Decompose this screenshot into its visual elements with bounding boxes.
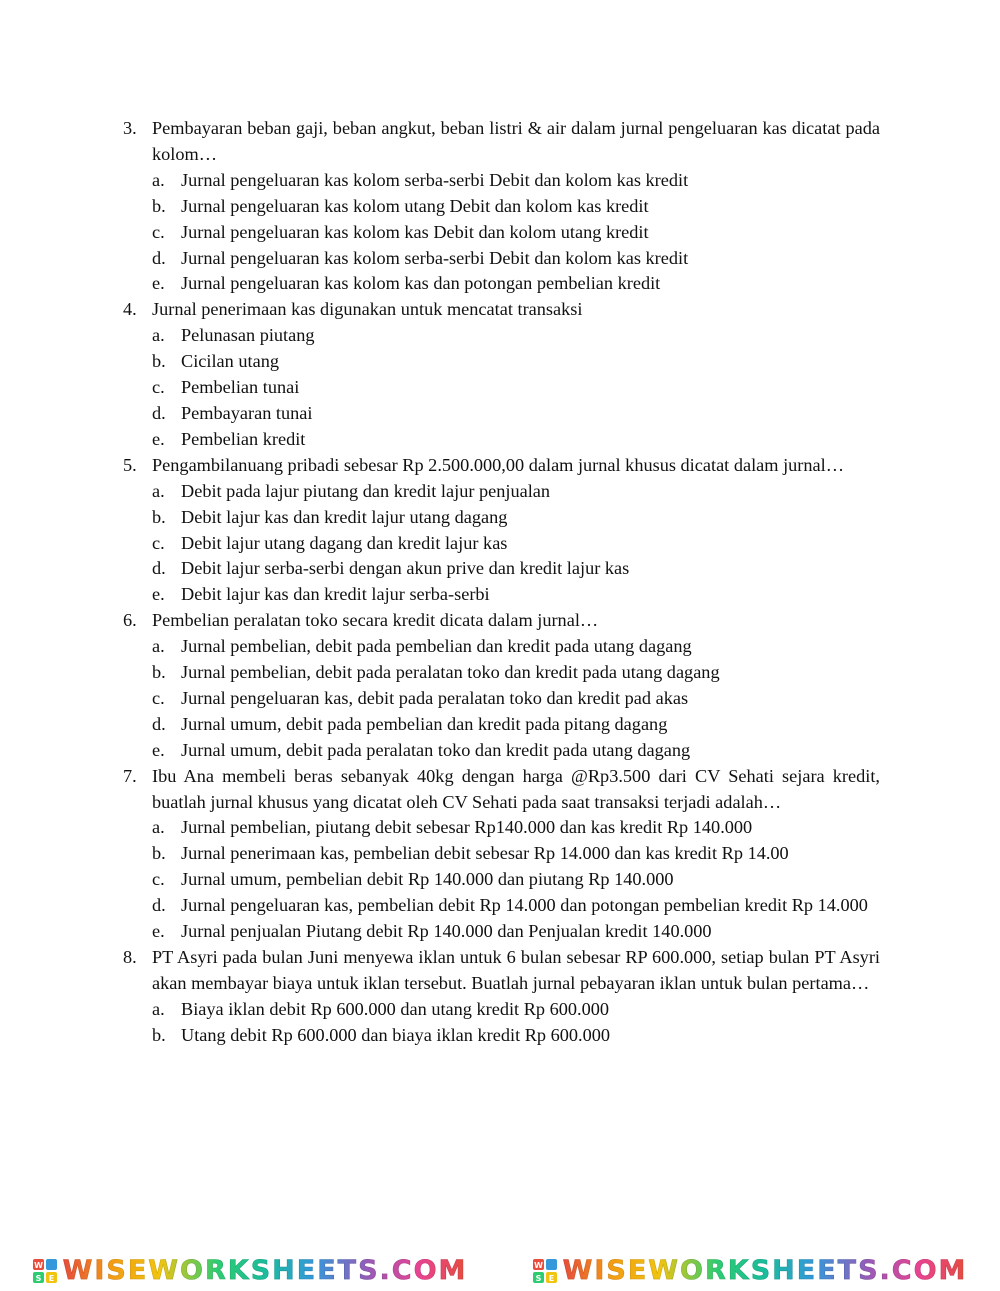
answer-option	[152, 323, 880, 349]
option-text: Jurnal penjualan Piutang debit Rp 140.000 dan Penjualan kredit 140.000	[181, 921, 712, 942]
option-list	[152, 168, 880, 298]
option-letter: e.	[152, 584, 165, 605]
option-letter: a.	[152, 169, 165, 190]
option-text: Pembayaran tunai	[181, 402, 313, 423]
question-number: 3.	[123, 118, 137, 138]
option-text: Jurnal pengeluaran kas kolom utang Debit dan kolom kas kredit	[181, 195, 649, 216]
watermark-text: WISEWORKSHEETS.COM	[562, 1255, 968, 1286]
logo-tile-2	[46, 1259, 57, 1270]
answer-option	[152, 479, 880, 505]
logo-letter-s: S	[535, 1274, 541, 1283]
option-text: Debit lajur utang dagang dan kredit lajur kas	[181, 532, 508, 553]
option-letter: a.	[152, 998, 165, 1019]
watermark-bar	[0, 1254, 1000, 1288]
option-text: Biaya iklan debit Rp 600.000 dan utang kredit Rp 600.000	[181, 998, 610, 1019]
question-item	[123, 945, 880, 1049]
answer-option	[152, 168, 880, 194]
answer-option	[152, 401, 880, 427]
answer-option	[152, 246, 880, 272]
option-list	[152, 815, 880, 945]
option-list	[152, 323, 880, 453]
answer-option	[152, 997, 880, 1023]
logo-letter-w: W	[33, 1261, 43, 1270]
option-list	[152, 997, 880, 1049]
option-letter: e.	[152, 428, 165, 449]
option-list	[152, 634, 880, 764]
option-letter: b.	[152, 843, 166, 864]
question-text: Ibu Ana membeli beras sebanyak 40kg dengan harga @Rp3.500 dari CV Sehati sejara kredit, buatlah jurnal khusus yang dicatat oleh CV Sehati pada saat transaksi terjadi adalah…	[152, 765, 880, 812]
logo-letter-e: E	[548, 1274, 554, 1283]
answer-option	[152, 841, 880, 867]
option-text: Jurnal pengeluaran kas, debit pada peralatan toko dan kredit pad akas	[181, 687, 689, 708]
option-text: Jurnal pembelian, piutang debit sebesar Rp140.000 dan kas kredit Rp 140.000	[181, 817, 753, 838]
option-letter: a.	[152, 636, 165, 657]
answer-option	[152, 582, 880, 608]
question-item	[123, 453, 880, 608]
answer-option	[152, 271, 880, 297]
question-number: 7.	[123, 765, 137, 786]
option-letter: b.	[152, 351, 166, 372]
option-text: Jurnal umum, debit pada pembelian dan kredit pada pitang dagang	[181, 713, 668, 734]
option-text: Pelunasan piutang	[181, 325, 315, 346]
question-list	[123, 116, 880, 1049]
option-letter: e.	[152, 739, 165, 760]
question-number: 8.	[123, 947, 137, 967]
question-item	[123, 116, 880, 297]
logo-tile-2	[546, 1259, 557, 1270]
option-text: Debit lajur serba-serbi dengan akun prive dan kredit lajur kas	[181, 558, 630, 579]
question-text: Pembayaran beban gaji, beban angkut, beban listri & air dalam jurnal pengeluaran kas dicatat pada kolom…	[152, 118, 880, 164]
option-text: Utang debit Rp 600.000 dan biaya iklan kredit Rp 600.000	[181, 1024, 611, 1045]
option-text: Cicilan utang	[181, 351, 279, 372]
watermark-unit	[33, 1256, 468, 1286]
option-letter: e.	[152, 273, 165, 294]
option-text: Debit lajur kas dan kredit lajur utang dagang	[181, 506, 508, 527]
option-letter: b.	[152, 506, 166, 527]
answer-option	[152, 375, 880, 401]
option-letter: a.	[152, 817, 165, 838]
option-letter: c.	[152, 221, 165, 242]
question-item	[123, 608, 880, 763]
option-text: Pembelian tunai	[181, 377, 300, 398]
question-text: Jurnal penerimaan kas digunakan untuk mencatat transaksi	[152, 299, 583, 320]
option-text: Jurnal pengeluaran kas kolom serba-serbi Debit dan kolom kas kredit	[181, 247, 689, 268]
answer-option	[152, 867, 880, 893]
answer-option	[152, 556, 880, 582]
option-text: Jurnal pembelian, debit pada peralatan toko dan kredit pada utang dagang	[181, 662, 720, 683]
option-list	[152, 479, 880, 609]
option-letter: c.	[152, 687, 165, 708]
answer-option	[152, 531, 880, 557]
option-text: Pembelian kredit	[181, 428, 306, 449]
option-letter: d.	[152, 713, 166, 734]
option-text: Debit pada lajur piutang dan kredit lajur penjualan	[181, 480, 551, 501]
option-text: Jurnal pengeluaran kas kolom serba-serbi Debit dan kolom kas kredit	[181, 169, 689, 190]
question-text: Pembelian peralatan toko secara kredit dicata dalam jurnal…	[152, 610, 599, 631]
option-text: Debit lajur kas dan kredit lajur serba-serbi	[181, 584, 490, 605]
answer-option	[152, 893, 880, 919]
answer-option	[152, 220, 880, 246]
answer-option	[152, 712, 880, 738]
watermark-unit	[533, 1256, 968, 1286]
option-text: Jurnal umum, debit pada peralatan toko dan kredit pada utang dagang	[181, 739, 691, 760]
answer-option	[152, 427, 880, 453]
option-text: Jurnal penerimaan kas, pembelian debit sebesar Rp 14.000 dan kas kredit Rp 14.00	[181, 843, 789, 864]
logo-letter-s: S	[35, 1274, 41, 1283]
answer-option	[152, 686, 880, 712]
answer-option	[152, 505, 880, 531]
option-letter: c.	[152, 532, 165, 553]
option-letter: a.	[152, 325, 165, 346]
watermark-text: WISEWORKSHEETS.COM	[62, 1255, 468, 1286]
option-letter: a.	[152, 480, 165, 501]
option-letter: b.	[152, 1024, 166, 1045]
question-text: PT Asyri pada bulan Juni menyewa iklan untuk 6 bulan sebesar RP 600.000, setiap bulan PT Asyri akan membayar biaya untuk iklan tersebut. Buatlah jurnal pebayaran iklan untuk bulan pertama…	[152, 947, 880, 993]
answer-option	[152, 919, 880, 945]
question-number: 6.	[123, 610, 137, 631]
logo-letter-e: E	[48, 1274, 54, 1283]
answer-option	[152, 738, 880, 764]
option-letter: b.	[152, 195, 166, 216]
answer-option	[152, 194, 880, 220]
question-item	[123, 764, 880, 945]
option-letter: c.	[152, 869, 165, 890]
option-text: Jurnal pengeluaran kas kolom kas Debit dan kolom utang kredit	[181, 221, 649, 242]
option-letter: b.	[152, 662, 166, 683]
option-letter: d.	[152, 895, 166, 916]
answer-option	[152, 1023, 880, 1049]
question-number: 4.	[123, 299, 137, 320]
option-text: Jurnal pengeluaran kas kolom kas dan potongan pembelian kredit	[181, 273, 661, 294]
option-letter: d.	[152, 247, 166, 268]
answer-option	[152, 660, 880, 686]
option-letter: c.	[152, 377, 165, 398]
answer-option	[152, 815, 880, 841]
question-item	[123, 297, 880, 452]
wiseworksheets-logo-icon	[533, 1259, 557, 1283]
wiseworksheets-logo-icon	[33, 1259, 57, 1283]
answer-option	[152, 349, 880, 375]
option-text: Jurnal pengeluaran kas, pembelian debit Rp 14.000 dan potongan pembelian kredit Rp 14.000	[181, 895, 868, 916]
option-letter: d.	[152, 402, 166, 423]
option-letter: e.	[152, 921, 165, 942]
question-number: 5.	[123, 454, 137, 475]
option-letter: d.	[152, 558, 166, 579]
question-text: Pengambilanuang pribadi sebesar Rp 2.500.000,00 dalam jurnal khusus dicatat dalam jurnal…	[152, 454, 844, 475]
logo-letter-w: W	[533, 1261, 543, 1270]
answer-option	[152, 634, 880, 660]
option-text: Jurnal pembelian, debit pada pembelian dan kredit pada utang dagang	[181, 636, 692, 657]
option-text: Jurnal umum, pembelian debit Rp 140.000 dan piutang Rp 140.000	[181, 869, 674, 890]
